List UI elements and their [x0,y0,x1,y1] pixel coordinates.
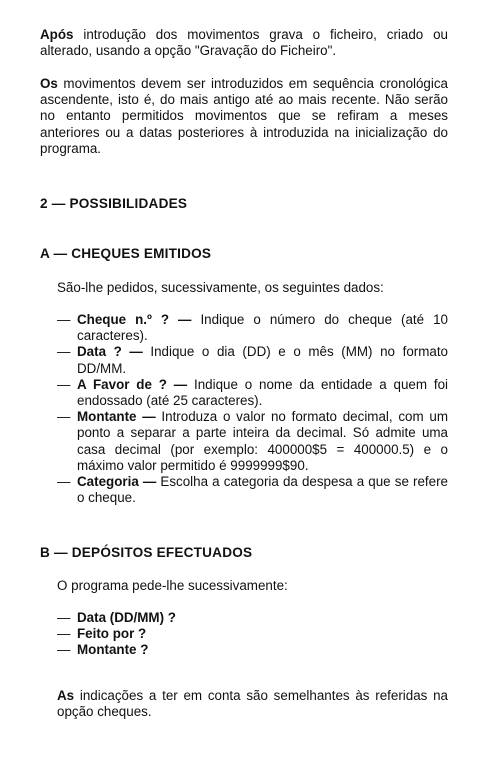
field-label-cheque: Cheque n.º ? — [77,312,192,327]
closing-lead: As [57,688,75,703]
field-label-montante: Montante — [77,409,156,425]
list-item [57,344,448,376]
section-heading-depositos-efectuados: B — DEPÓSITOS EFECTUADOS [40,545,253,560]
field-description: Indique o dia (DD) e o mês (MM) no formato DD/MM. [77,344,448,376]
list-item [57,409,448,474]
field-label-a-favor-de: A Favor de ? — [77,376,188,392]
intro-paragraph-2-text: movimentos devem ser introduzidos em sequência cronológica ascendente, isto é, do mais antigo até ao mais recente. Não serão no entanto permitidos movimentos que se refiram a meses anteriores ou a datas posteriores à introduzida na inicialização do programa. [40,76,448,156]
field-description: Indique o nome da entidade a quem foi endossado (até 25 caracteres). [77,376,449,409]
intro-paragraph-1 [40,27,448,59]
list-dash: — [57,474,71,490]
closing-text: indicações a ter em conta são semelhantes às referidas na opção cheques. [57,688,448,720]
field-label-data: Data ? — [77,344,143,360]
depositos-intro: O programa pede-lhe sucessivamente: [57,578,288,593]
section-heading-possibilidades: 2 — POSSIBILIDADES [40,196,188,211]
intro-paragraph-2 [40,76,448,157]
list-dash: — [57,312,71,327]
field-description: Introduza o valor no formato decimal, com um ponto a separar a parte inteira da decimal. Só admite uma casa decimal (por exemplo: 400000$5 = 400000.5) e o máximo valor permitido é 9999999$90. [77,409,448,473]
cheques-field-list [57,312,448,506]
list-item [57,377,448,409]
section-heading-cheques-emitidos: A — CHEQUES EMITIDOS [40,246,212,261]
field-label-feito-por: Feito por ? [77,626,147,642]
field-description: Escolha a categoria da despesa a que se refere o cheque. [77,474,448,506]
list-item [57,312,448,344]
list-dash: — [57,626,71,642]
list-item [57,626,448,642]
field-description: Indique o número do cheque (até 10 caracteres). [77,312,448,344]
intro-paragraph-1-lead: Após [40,27,74,42]
list-item [57,610,448,626]
list-item [57,474,448,506]
list-dash: — [57,642,71,658]
field-label-montante: Montante ? [77,642,149,658]
closing-paragraph [57,688,448,720]
list-dash: — [57,409,71,425]
cheques-intro: São-lhe pedidos, sucessivamente, os seguintes dados: [57,280,384,295]
list-item [57,642,448,658]
intro-paragraph-2-lead: Os [40,76,58,91]
list-dash: — [57,344,71,360]
field-label-categoria: Categoria — [77,474,157,490]
field-label-data: Data (DD/MM) ? [77,610,176,625]
list-dash: — [57,376,71,392]
intro-paragraph-1-text: introdução dos movimentos grava o ficheiro, criado ou alterado, usando a opção "Gravação do Ficheiro". [40,27,448,59]
list-dash: — [57,610,71,625]
depositos-field-list [57,610,448,659]
